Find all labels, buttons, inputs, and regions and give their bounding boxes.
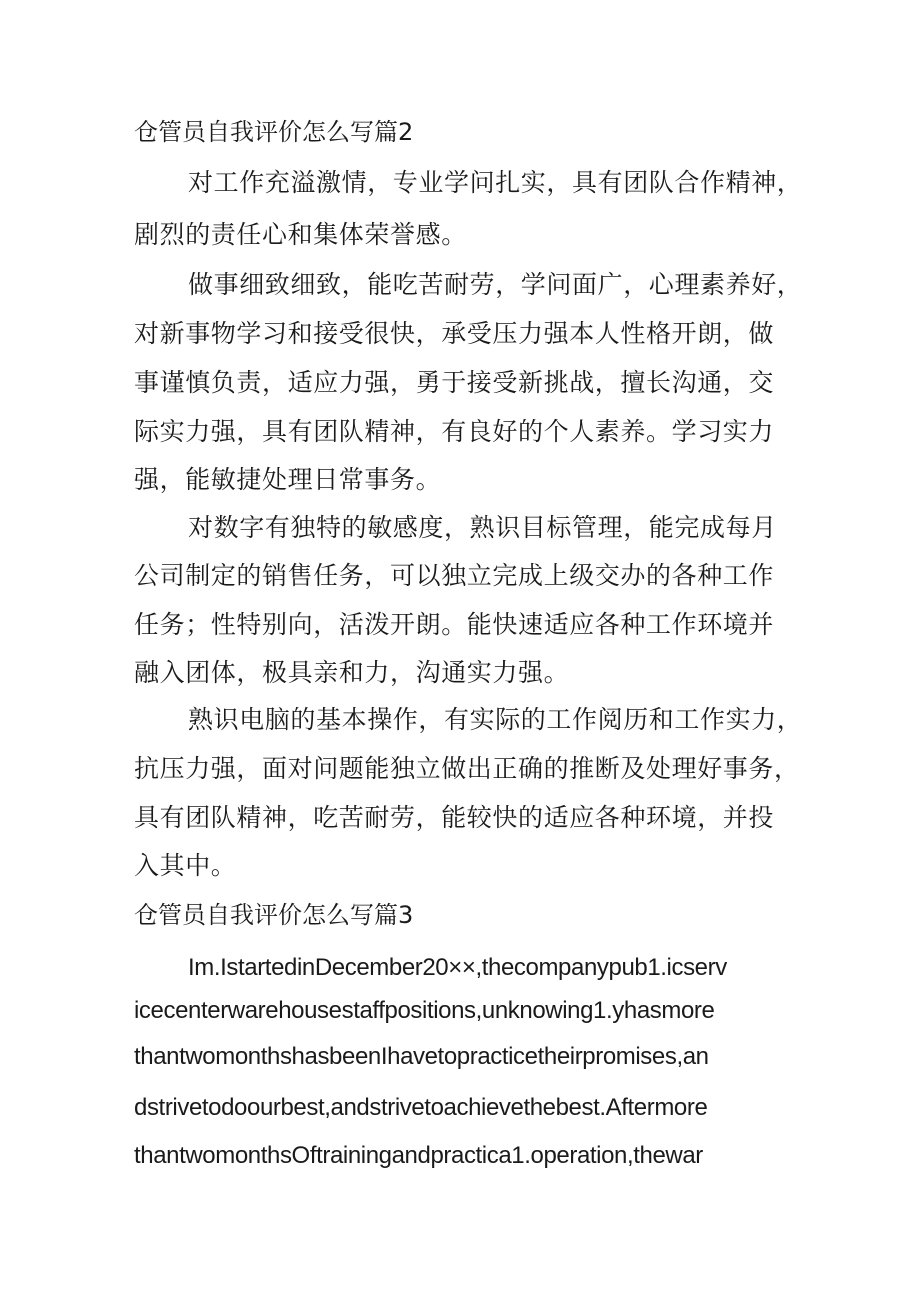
paragraph-line: 具有团队精神，吃苦耐劳，能较快的适应各种环境，并投 [134,803,775,832]
english-line: thantwomonthsOftrainingandpractica1.operation,thewar [134,1142,703,1169]
paragraph-line: 强，能敏捷处理日常事务。 [134,465,442,494]
paragraph-line: 剧烈的责任心和集体荣誉感。 [134,220,467,249]
paragraph-line: 对新事物学习和接受很快，承受压力强本人性格开朗，做 [134,319,775,348]
section-2-title: 仓管员自我评价怎么写篇2 [134,118,414,146]
paragraph-line: 入其中。 [134,851,237,880]
paragraph-line: 对数字有独特的敏感度，熟识目标管理，能完成每月 [188,513,777,542]
paragraph-line: 熟识电脑的基本操作，有实际的工作阅历和工作实力， [188,705,803,734]
paragraph-line: 事谨慎负责，适应力强，勇于接受新挑战，擅长沟通，交 [134,368,775,397]
english-line: dstrivetodoourbest,andstrivetoachievethebest.Aftermore [134,1094,708,1121]
paragraph-line: 做事细致细致，能吃苦耐劳，学问面广，心理素养好， [188,270,803,299]
english-line: Im.IstartedinDecember20××,thecompanypub1.icserv [188,954,727,981]
paragraph-line: 公司制定的销售任务，可以独立完成上级交办的各种工作 [134,561,775,590]
english-line: thantwomonthshasbeenIhavetopracticetheirpromises,an [134,1043,709,1070]
english-line: icecenterwarehousestaffpositions,unknowing1.yhasmore [134,997,715,1024]
paragraph-line: 抗压力强，面对问题能独立做出正确的推断及处理好事务， [134,754,800,783]
paragraph-line: 际实力强，具有团队精神，有良好的个人素养。学习实力 [134,417,775,446]
paragraph-line: 任务；性特别向，活泼开朗。能快速适应各种工作环境并 [134,610,775,639]
paragraph-line: 融入团体，极具亲和力，沟通实力强。 [134,658,570,687]
paragraph-line: 对工作充溢激情，专业学问扎实，具有团队合作精神， [188,168,803,197]
section-3-title: 仓管员自我评价怎么写篇3 [134,901,414,929]
